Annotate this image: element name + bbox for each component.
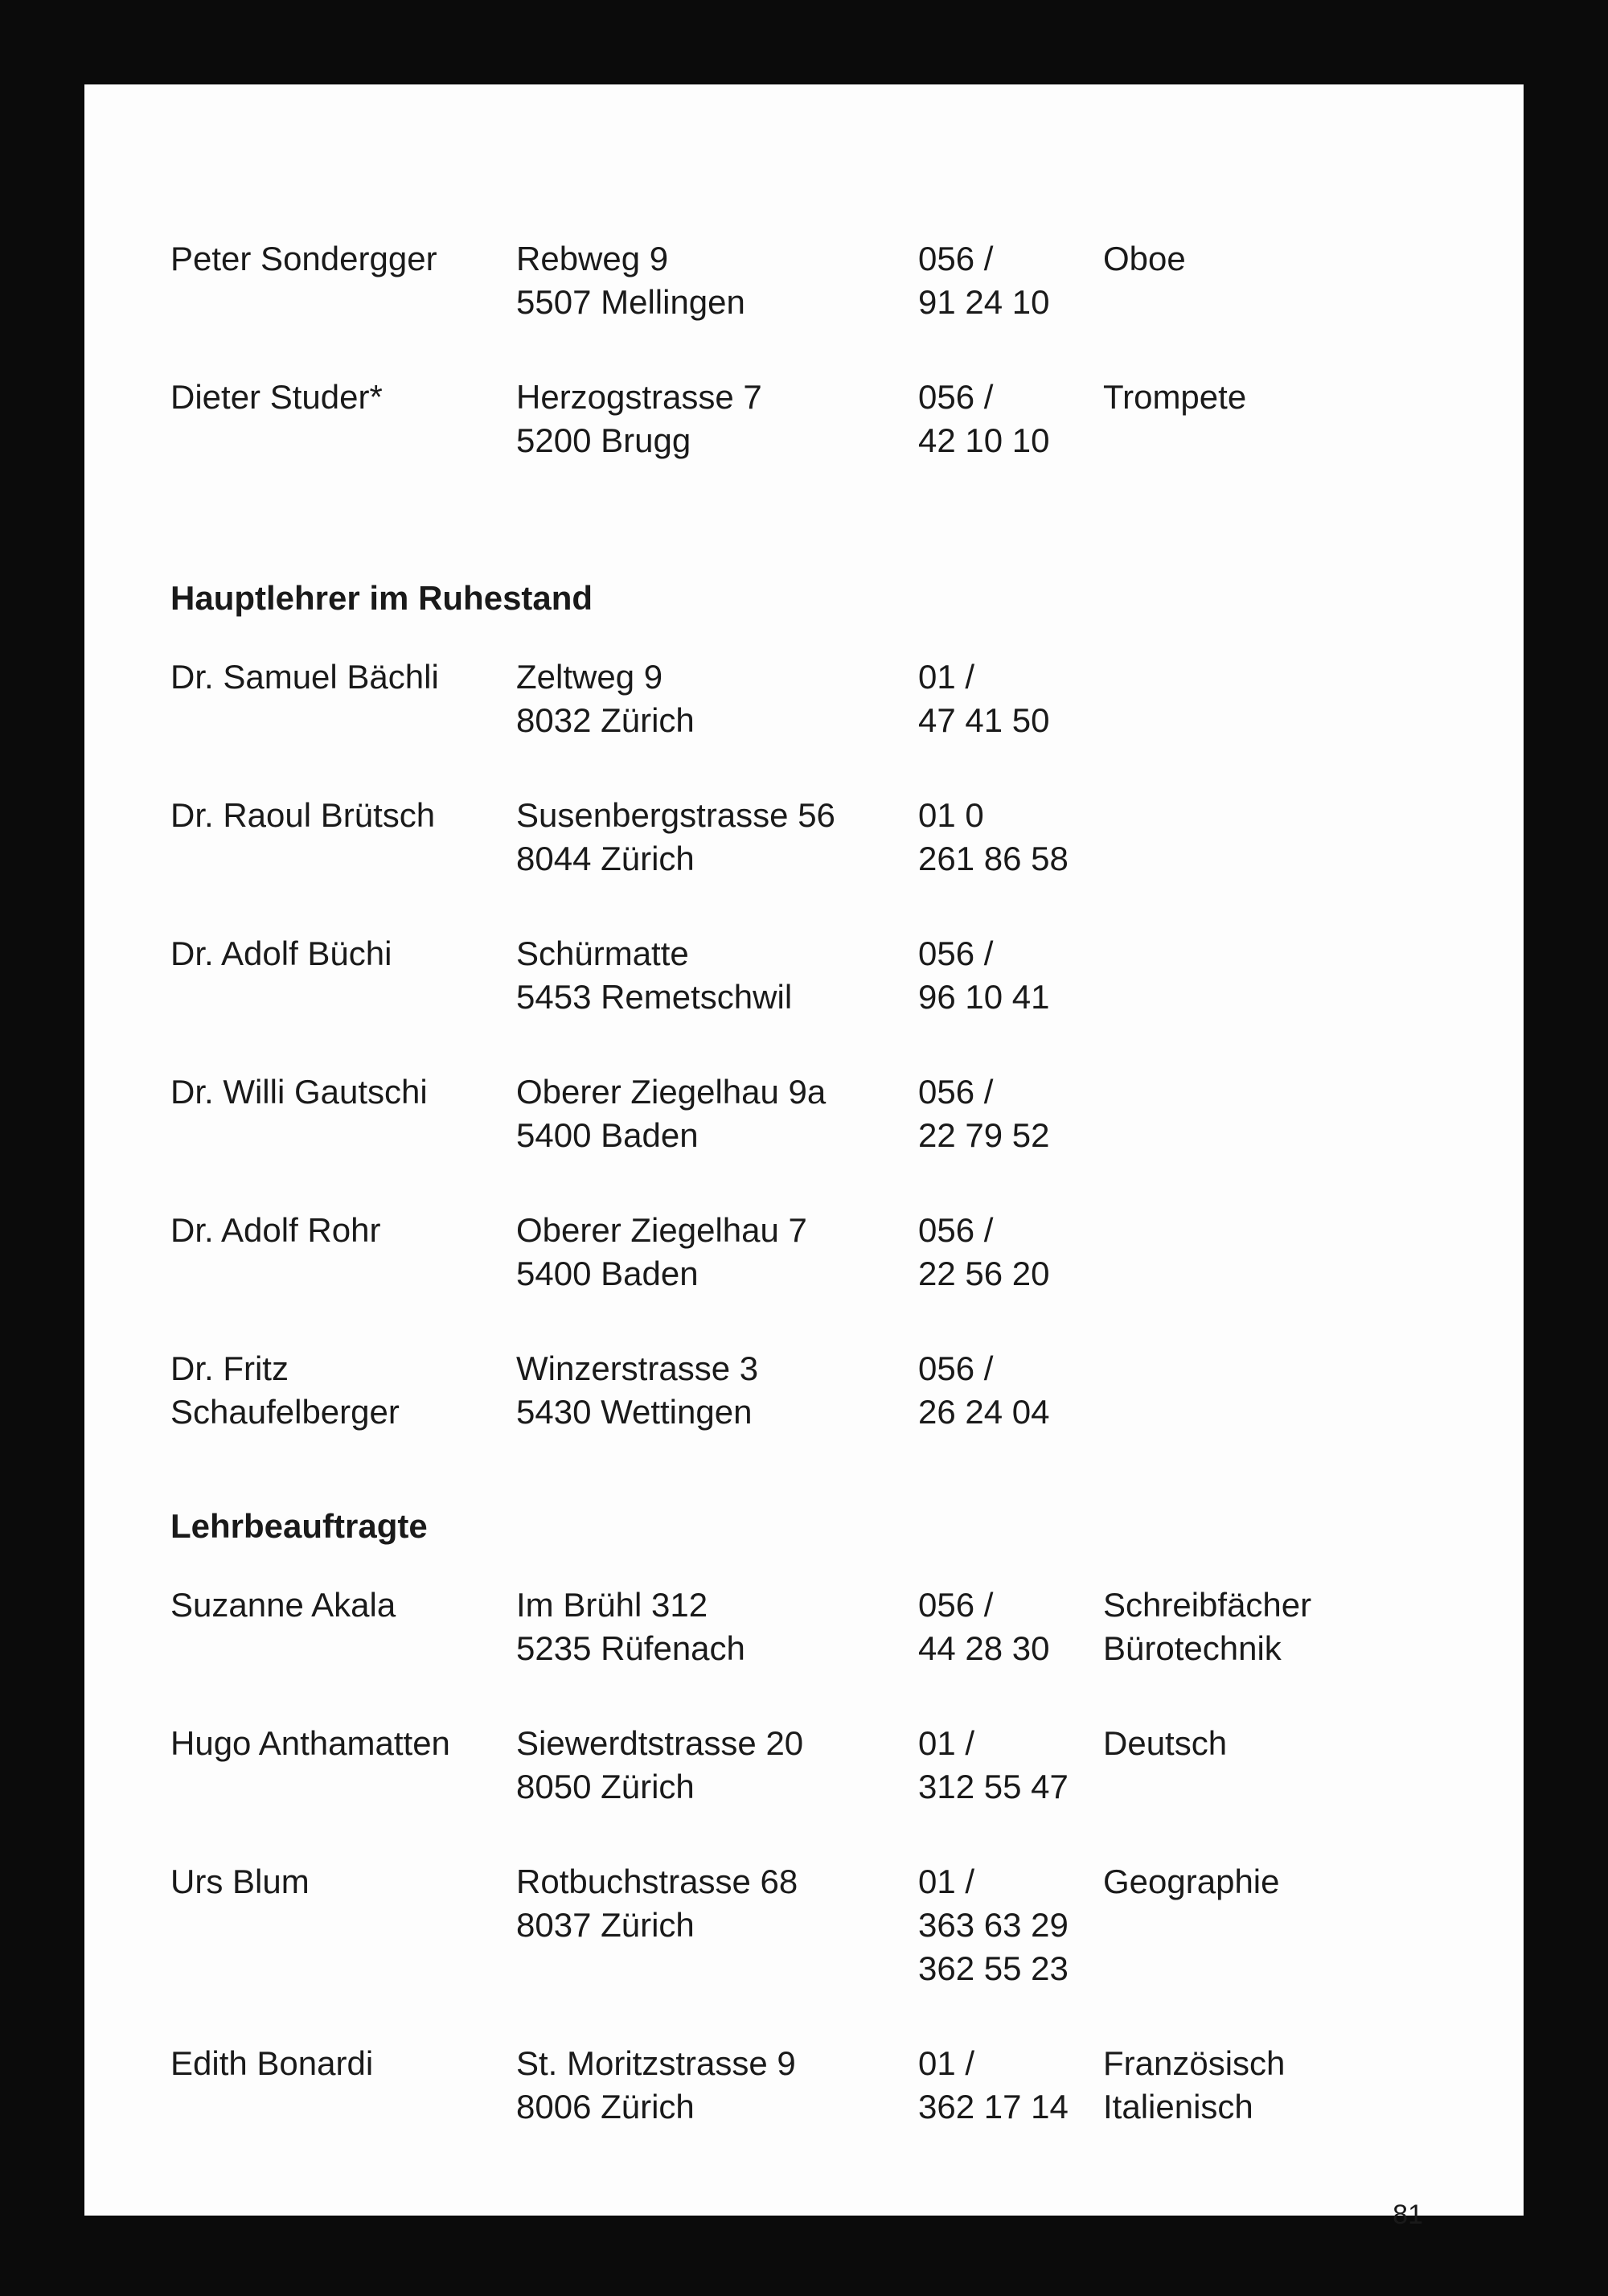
entry-address xyxy=(516,376,762,462)
entry-address xyxy=(516,2042,796,2129)
entry-phone xyxy=(918,1347,1050,1434)
entry-subject xyxy=(1103,376,1246,419)
entry-name-line: Dr. Raoul Brütsch xyxy=(170,796,436,834)
entry-phone-line: 056 / xyxy=(918,378,994,416)
entry-phone-line: 362 17 14 xyxy=(918,2088,1069,2126)
entry-subject-line: Schreibfächer xyxy=(1103,1586,1312,1624)
entry-phone xyxy=(918,794,1069,881)
entry-address xyxy=(516,1583,745,1670)
entry-address xyxy=(516,1209,807,1296)
entry-phone-line: 96 10 41 xyxy=(918,978,1050,1016)
entry-phone-line: 056 / xyxy=(918,1211,994,1249)
entry-address-line: St. Moritzstrasse 9 xyxy=(516,2044,796,2082)
entry-phone-line: 44 28 30 xyxy=(918,1629,1050,1667)
entry-name xyxy=(170,1070,428,1114)
entry-address-line: Herzogstrasse 7 xyxy=(516,378,762,416)
entry-subject xyxy=(1103,1722,1227,1765)
entry-phone-line: 47 41 50 xyxy=(918,701,1050,739)
entry-phone xyxy=(918,1860,1069,1990)
entry-address-line: Rotbuchstrasse 68 xyxy=(516,1863,798,1900)
entry-phone xyxy=(918,237,1050,324)
entry-phone-line: 01 / xyxy=(918,1724,975,1762)
entry-subject-line: Oboe xyxy=(1103,240,1186,277)
entry-phone xyxy=(918,1722,1069,1809)
entry-phone-line: 42 10 10 xyxy=(918,421,1050,459)
entry-subject-line: Trompete xyxy=(1103,378,1247,416)
entry-name-line: Dr. Willi Gautschi xyxy=(170,1073,428,1111)
entry-phone-line: 01 / xyxy=(918,658,975,696)
entry-phone-line: 056 / xyxy=(918,240,994,277)
entry-name-line: Schaufelberger xyxy=(170,1393,400,1431)
entry-address-line: 8032 Zürich xyxy=(516,701,695,739)
entry-name-line: Hugo Anthamatten xyxy=(170,1724,450,1762)
entry-name-line: Dieter Studer* xyxy=(170,378,383,416)
entry-address xyxy=(516,237,745,324)
section-heading: Lehrbeauftragte xyxy=(170,1507,428,1545)
entry-name xyxy=(170,1209,380,1252)
entry-phone xyxy=(918,932,1050,1019)
entry-subject-line: Italienisch xyxy=(1103,2088,1253,2126)
entry-phone-line: 056 / xyxy=(918,1586,994,1624)
entry-name-line: Urs Blum xyxy=(170,1863,310,1900)
entry-name xyxy=(170,655,439,699)
entry-name xyxy=(170,932,392,975)
entry-name xyxy=(170,1583,396,1627)
entry-name-line: Dr. Samuel Bächli xyxy=(170,658,439,696)
entry-subject xyxy=(1103,237,1186,281)
entry-phone-line: 056 / xyxy=(918,934,994,972)
entry-subject-line: Geographie xyxy=(1103,1863,1280,1900)
entry-subject xyxy=(1103,2042,1285,2129)
entry-name xyxy=(170,1722,450,1765)
entry-address-line: 8050 Zürich xyxy=(516,1768,695,1805)
entry-phone-line: 056 / xyxy=(918,1073,994,1111)
entry-address-line: Siewerdtstrasse 20 xyxy=(516,1724,804,1762)
entry-address-line: Im Brühl 312 xyxy=(516,1586,708,1624)
entry-name xyxy=(170,1347,400,1434)
entry-name xyxy=(170,237,437,281)
entry-phone xyxy=(918,1209,1050,1296)
entry-phone xyxy=(918,376,1050,462)
entry-phone xyxy=(918,2042,1069,2129)
entry-subject-line: Französisch xyxy=(1103,2044,1286,2082)
entry-name-line: Dr. Fritz xyxy=(170,1349,289,1387)
entry-address-line: 8006 Zürich xyxy=(516,2088,695,2126)
entry-address-line: Zeltweg 9 xyxy=(516,658,663,696)
entry-address-line: Schürmatte xyxy=(516,934,689,972)
entry-phone-line: 26 24 04 xyxy=(918,1393,1050,1431)
entry-phone-line: 056 / xyxy=(918,1349,994,1387)
entry-address-line: 8037 Zürich xyxy=(516,1906,695,1944)
entry-subject xyxy=(1103,1860,1280,1904)
entry-address-line: Rebweg 9 xyxy=(516,240,669,277)
entry-address-line: 5453 Remetschwil xyxy=(516,978,793,1016)
entry-phone xyxy=(918,1070,1050,1157)
entry-name xyxy=(170,794,435,837)
entry-address-line: Oberer Ziegelhau 7 xyxy=(516,1211,807,1249)
entry-subject xyxy=(1103,1583,1311,1670)
entry-address-line: Susenbergstrasse 56 xyxy=(516,796,835,834)
entry-name-line: Peter Sondergger xyxy=(170,240,437,277)
entry-address-line: Winzerstrasse 3 xyxy=(516,1349,759,1387)
entry-address-line: 5235 Rüfenach xyxy=(516,1629,745,1667)
entry-name xyxy=(170,376,383,419)
entry-phone-line: 01 0 xyxy=(918,796,984,834)
entry-address xyxy=(516,1347,758,1434)
entry-address xyxy=(516,932,792,1019)
entry-address-line: Oberer Ziegelhau 9a xyxy=(516,1073,827,1111)
entry-address-line: 5200 Brugg xyxy=(516,421,691,459)
entry-name xyxy=(170,2042,373,2085)
entry-phone-line: 22 79 52 xyxy=(918,1116,1050,1154)
entry-address xyxy=(516,1860,798,1947)
entry-name-line: Dr. Adolf Büchi xyxy=(170,934,392,972)
entry-phone-line: 91 24 10 xyxy=(918,283,1050,321)
entry-address-line: 8044 Zürich xyxy=(516,840,695,877)
entry-phone xyxy=(918,655,1050,742)
entry-phone-line: 261 86 58 xyxy=(918,840,1069,877)
entry-address xyxy=(516,794,835,881)
entry-name-line: Edith Bonardi xyxy=(170,2044,374,2082)
entry-phone-line: 312 55 47 xyxy=(918,1768,1069,1805)
entry-address-line: 5400 Baden xyxy=(516,1116,699,1154)
entry-phone-line: 22 56 20 xyxy=(918,1255,1050,1292)
entry-phone-line: 01 / xyxy=(918,2044,975,2082)
document-page xyxy=(84,84,1524,2230)
entry-phone xyxy=(918,1583,1050,1670)
entry-phone-line: 362 55 23 xyxy=(918,1949,1069,1987)
entry-name xyxy=(170,1860,310,1904)
entry-address-line: 5430 Wettingen xyxy=(516,1393,753,1431)
page-number: 81 xyxy=(1393,2199,1423,2230)
entry-address-line: 5400 Baden xyxy=(516,1255,699,1292)
entry-phone-line: 363 63 29 xyxy=(918,1906,1069,1944)
entry-address xyxy=(516,1070,826,1157)
entry-name-line: Suzanne Akala xyxy=(170,1586,396,1624)
entry-subject-line: Bürotechnik xyxy=(1103,1629,1282,1667)
entry-address xyxy=(516,655,695,742)
entry-subject-line: Deutsch xyxy=(1103,1724,1228,1762)
section-heading: Hauptlehrer im Ruhestand xyxy=(170,579,593,617)
entry-address xyxy=(516,1722,803,1809)
entry-phone-line: 01 / xyxy=(918,1863,975,1900)
entry-name-line: Dr. Adolf Rohr xyxy=(170,1211,381,1249)
entry-address-line: 5507 Mellingen xyxy=(516,283,745,321)
